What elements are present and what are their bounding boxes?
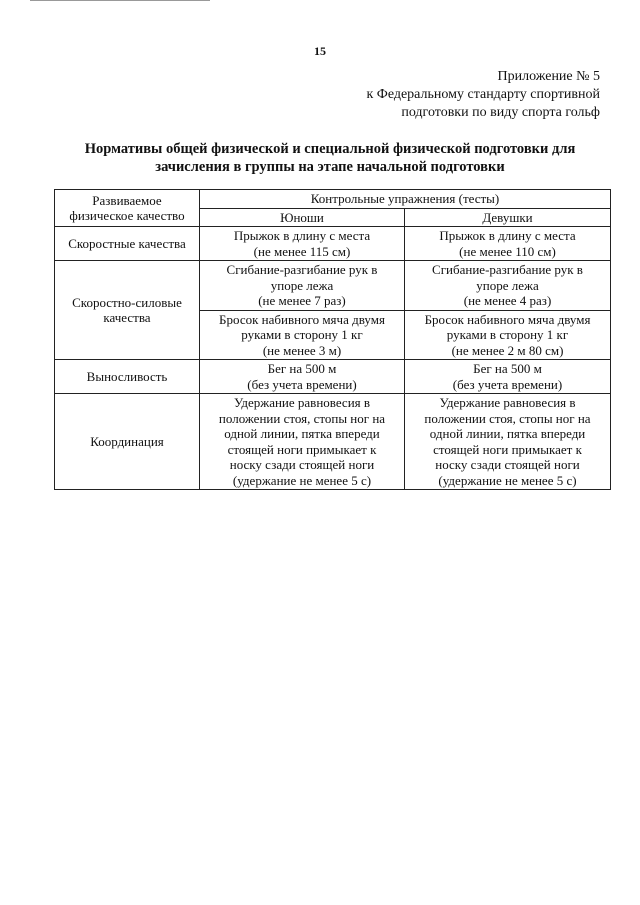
- test-line: (без учета времени): [247, 376, 357, 392]
- girls-test-cell: [405, 227, 611, 261]
- header-quality-line-1: Развиваемое: [92, 192, 162, 208]
- table-header-row: [55, 190, 611, 209]
- test-line: Сгибание-разгибание рук в: [432, 262, 583, 277]
- top-edge-line: [30, 0, 210, 1]
- table-row: [55, 227, 611, 261]
- quality-cell: [55, 394, 200, 490]
- test-line: (не менее 7 раз): [258, 293, 346, 308]
- test-line: носку сзади стоящей ноги: [435, 457, 580, 472]
- boys-test-cell: [200, 261, 405, 311]
- test-line: Бросок набивного мяча двумя: [424, 311, 591, 327]
- test-line: одной линии, пятка впереди: [224, 426, 380, 441]
- appendix-line-1: Приложение № 5: [497, 69, 600, 84]
- test-line: руками в сторону 1 кг: [446, 327, 569, 342]
- test-line: Прыжок в длину с места: [233, 228, 371, 243]
- quality-cell: [55, 360, 200, 394]
- norms-table: [54, 189, 611, 490]
- test-line: (не менее 115 см): [253, 243, 351, 259]
- quality-line: качества: [103, 310, 151, 325]
- girls-test-cell: [405, 310, 611, 360]
- girls-test-cell: [405, 360, 611, 394]
- test-line: упоре лежа: [270, 277, 334, 293]
- test-line: руками в сторону 1 кг: [241, 327, 363, 342]
- test-line: Бросок набивного мяча двумя: [219, 311, 385, 327]
- header-quality: [55, 190, 200, 227]
- test-line: одной линии, пятка впереди: [429, 426, 586, 441]
- quality-cell: [55, 227, 200, 261]
- test-line: носку сзади стоящей ноги: [229, 457, 375, 472]
- document-title: [30, 140, 630, 176]
- appendix-line-2: к Федеральному стандарту спортивной: [366, 87, 600, 102]
- boys-test-cell: [200, 360, 405, 394]
- test-line: положении стоя, стопы ног на: [218, 410, 386, 426]
- girls-test-cell: [405, 261, 611, 311]
- test-line: Удержание равновесия в: [439, 395, 576, 410]
- test-line: стоящей ноги примыкает к: [433, 441, 582, 457]
- title-line-2: зачисления в группы на этапе начальной подготовки: [155, 159, 505, 175]
- test-line: упоре лежа: [476, 277, 539, 293]
- test-line: Сгибание-разгибание рук в: [226, 262, 378, 277]
- test-line: Удержание равновесия в: [233, 395, 371, 410]
- boys-test-cell: [200, 310, 405, 360]
- table-row: [55, 360, 611, 394]
- test-line: (без учета времени): [452, 376, 563, 392]
- girls-test-cell: [405, 394, 611, 490]
- table-row: [55, 394, 611, 490]
- quality-line: Выносливость: [86, 368, 168, 384]
- test-line: (удержание не менее 5 с): [232, 472, 372, 488]
- quality-line: Координация: [90, 433, 164, 449]
- page-number: 15: [314, 44, 326, 58]
- appendix-header: [366, 68, 600, 122]
- header-tests: Контрольные упражнения (тесты): [200, 190, 611, 209]
- header-boys: Юноши: [200, 208, 405, 227]
- test-line: (не менее 4 раз): [463, 293, 552, 308]
- table-row: [55, 261, 611, 311]
- boys-test-cell: [200, 394, 405, 490]
- quality-line: Скоростно-силовые: [72, 294, 182, 310]
- test-line: (не менее 110 см): [459, 243, 556, 259]
- header-quality-line-2: физическое качество: [69, 208, 185, 223]
- test-line: (не менее 2 м 80 см): [451, 342, 564, 358]
- test-line: Бег на 500 м: [267, 361, 337, 376]
- test-line: положении стоя, стопы ног на: [424, 410, 591, 426]
- title-line-1: Нормативы общей физической и специальной физической подготовки для: [84, 141, 576, 157]
- quality-line: Скоростные качества: [68, 235, 186, 251]
- test-line: (удержание не менее 5 с): [438, 472, 577, 488]
- header-girls: Девушки: [405, 208, 611, 227]
- appendix-line-3: подготовки по виду спорта гольф: [401, 105, 600, 120]
- boys-test-cell: [200, 227, 405, 261]
- test-line: стоящей ноги примыкает к: [227, 441, 377, 457]
- test-line: Бег на 500 м: [473, 361, 542, 376]
- quality-cell: [55, 261, 200, 360]
- test-line: Прыжок в длину с места: [439, 228, 576, 243]
- test-line: (не менее 3 м): [262, 342, 342, 358]
